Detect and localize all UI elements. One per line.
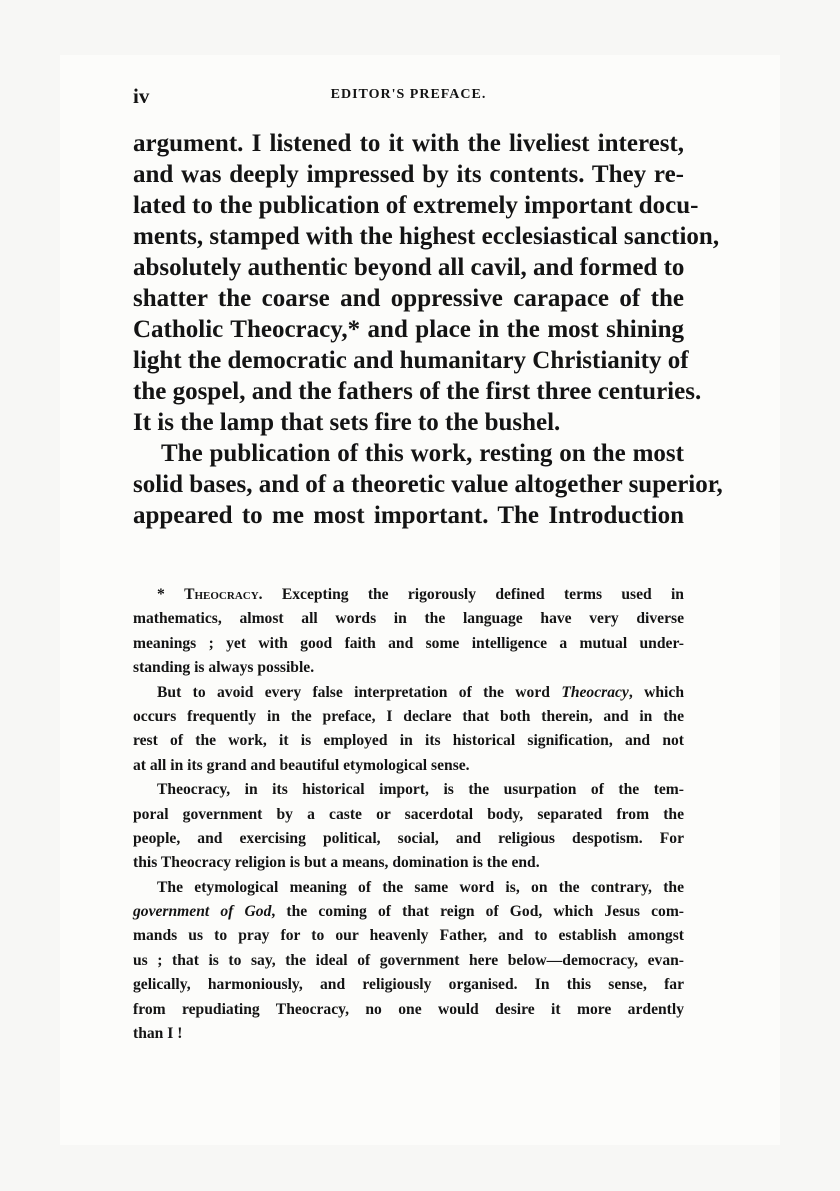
text-segment: gelically, harmoniously, and religiously organised. In this sense, far	[133, 976, 684, 994]
body-line	[133, 283, 684, 314]
footnote-line	[133, 876, 684, 900]
body-line	[133, 500, 684, 531]
text-segment: occurs frequently in the preface, I declare that both therein, and in the	[133, 707, 684, 725]
text-segment: light the democratic and humanitary Christianity of	[133, 347, 689, 374]
text-segment: the gospel, and the fathers of the first three centuries.	[133, 378, 702, 405]
footnote-line	[133, 924, 684, 948]
text-segment: It is the lamp that sets fire to the bushel.	[133, 409, 561, 436]
footnote-line	[133, 851, 684, 875]
text-segment: poral government by a caste or sacerdotal body, separated from the	[133, 805, 684, 823]
text-segment: The publication of this work, resting on the most	[161, 440, 684, 467]
footnote-line	[133, 681, 684, 705]
text-segment: ments, stamped with the highest ecclesiastical sanction,	[133, 223, 720, 250]
body-line	[133, 376, 702, 407]
text-segment: at all in its grand and beautiful etymological sense.	[133, 756, 470, 774]
footnote-line	[133, 803, 684, 827]
body-line	[133, 438, 684, 469]
running-title: EDITOR'S PREFACE.	[330, 87, 487, 102]
footnote-line	[133, 656, 684, 680]
footnote-line	[133, 583, 684, 607]
text-segment: people, and exercising political, social, and religious despotism. For	[133, 829, 684, 847]
text-segment: this Theocracy religion is but a means, domination is the end.	[133, 854, 540, 872]
text-segment: Catholic Theocracy,* and place in the most shining	[133, 316, 684, 343]
footnote-line	[133, 778, 684, 802]
footnote-line	[133, 705, 684, 729]
text-segment: than I !	[133, 1025, 183, 1043]
body-line	[133, 345, 689, 376]
text-segment: us ; that is to say, the ideal of government here below—democracy, evan-	[133, 951, 684, 969]
text-segment: lated to the publication of extremely important docu-	[133, 192, 699, 219]
body-text	[133, 128, 723, 531]
text-segment: , which	[628, 683, 684, 701]
body-line	[133, 407, 684, 438]
footnote-line	[133, 827, 684, 851]
text-segment: shatter the coarse and oppressive carapace of the	[133, 285, 684, 312]
footnote-line	[133, 632, 684, 656]
text-segment: Excepting the rigorously defined terms used in	[262, 586, 684, 603]
text-segment: Theocracy, in its historical import, is the usurpation of the tem-	[157, 781, 684, 799]
footnote-line	[133, 754, 684, 778]
text-segment: from repudiating Theocracy, no one would desire it more ardently	[133, 1000, 684, 1018]
text-segment: solid bases, and of a theoretic value altogether superior,	[133, 471, 723, 498]
text-segment: appeared to me most important. The Introduction	[133, 502, 684, 529]
body-line	[133, 252, 684, 283]
text-segment: argument. I listened to it with the liveliest interest,	[133, 130, 684, 157]
text-segment: and was deeply impressed by its contents. They re-	[133, 161, 684, 188]
body-line	[133, 128, 684, 159]
italic-text: Theocracy	[561, 683, 629, 701]
text-segment: , the coming of that reign of God, which Jesus com-	[271, 903, 684, 921]
text-segment: mathematics, almost all words in the language have very diverse	[133, 610, 684, 628]
body-line	[133, 190, 699, 221]
footnote-line	[133, 973, 684, 997]
text-segment: Theocracy.	[184, 586, 263, 603]
footnote	[133, 583, 684, 1046]
footnote-line	[133, 729, 684, 753]
body-line	[133, 469, 723, 500]
text-segment: rest of the work, it is employed in its historical signification, and not	[133, 732, 684, 750]
body-line	[133, 314, 684, 345]
text-segment: absolutely authentic beyond all cavil, and formed to	[133, 254, 685, 281]
footnote-line	[133, 900, 684, 924]
text-segment: meanings ; yet with good faith and some intelligence a mutual under-	[133, 634, 684, 652]
body-line	[133, 159, 684, 190]
footnote-line	[133, 998, 684, 1022]
italic-text: government of God	[133, 903, 272, 921]
text-segment: The etymological meaning of the same word is, on the contrary, the	[157, 878, 684, 896]
text-segment: mands us to pray for to our heavenly Father, and to establish amongst	[133, 927, 684, 945]
footnote-line	[133, 607, 684, 631]
text-segment: *	[157, 586, 185, 603]
text-segment: standing is always possible.	[133, 659, 315, 677]
page-number: iv	[133, 84, 150, 108]
running-header	[133, 84, 684, 108]
footnote-line	[133, 1022, 684, 1046]
footnote-line	[133, 949, 684, 973]
text-segment: But to avoid every false interpretation of the word	[157, 683, 562, 701]
body-line	[133, 221, 720, 252]
